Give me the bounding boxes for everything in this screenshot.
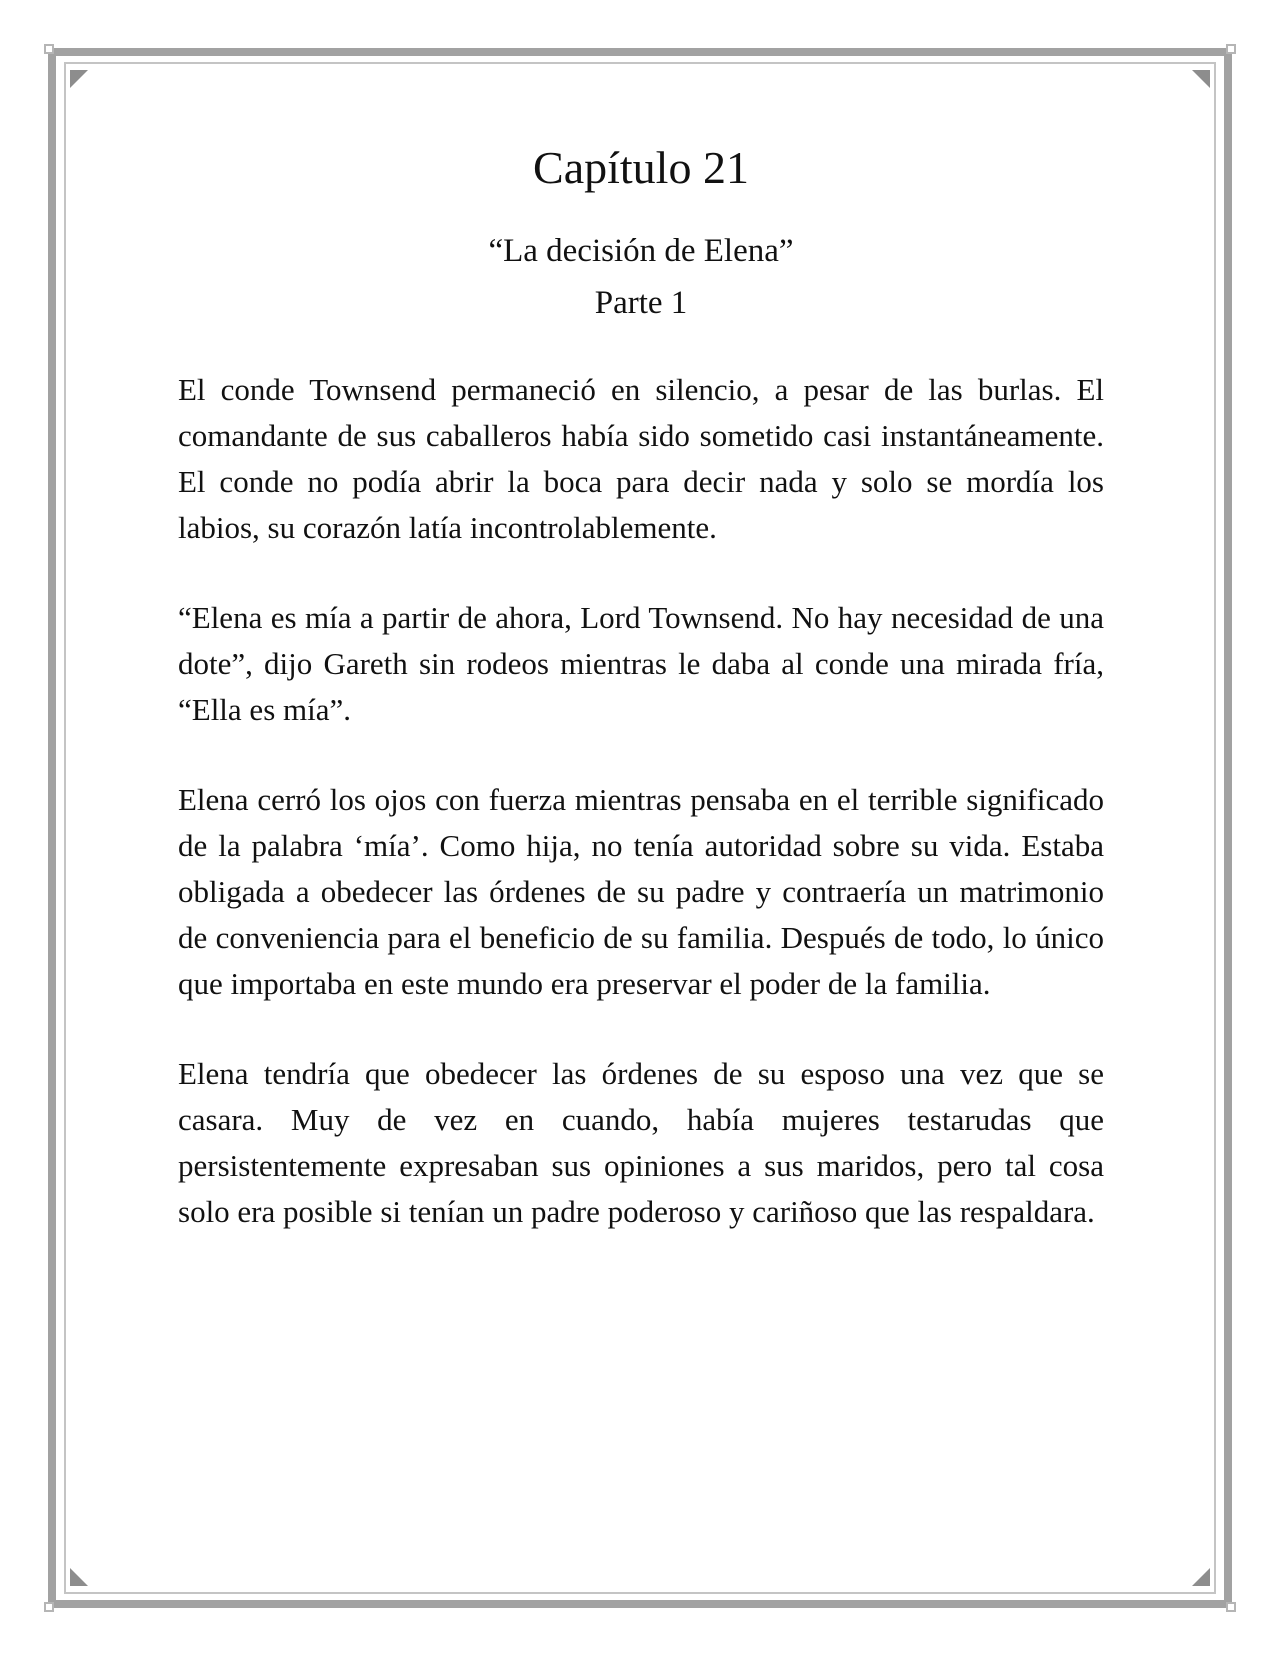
- paragraph: Elena tendría que obedecer las órdenes de su esposo una vez que se casara. Muy de vez en cuando, había mujeres testarudas que persistentemente expresaban sus opiniones a sus maridos, pero tal cosa solo era posible si tenían un padre poderoso y cariñoso que las respaldara.: [178, 1056, 1104, 1230]
- paragraph: Elena cerró los ojos con fuerza mientras pensaba en el terrible significado de la palabra ‘mía’. Como hija, no tenía autoridad sobre su vida. Estaba obligada a obedecer las órdenes de su padre y contraería un matrimonio de conveniencia para el beneficio de su familia. Después de todo, lo único que importaba en este mundo era preservar el poder de la familia.: [178, 782, 1104, 1002]
- corner-ornament-bottom-left: [44, 1602, 54, 1612]
- corner-ornament-top-right: [1226, 44, 1236, 54]
- chapter-part: Parte 1: [594, 285, 688, 322]
- paragraph: El conde Townsend permaneció en silencio, a pesar de las burlas. El comandante de sus caballeros había sido sometido casi instantáneamente. El conde no podía abrir la boca para decir nada y solo se mordía los labios, su corazón latía incontrolablemente.: [178, 372, 1104, 546]
- chapter-title: Capítulo 21: [533, 142, 749, 193]
- corner-triangle-bottom-right: [1192, 1568, 1210, 1586]
- corner-ornament-top-left: [44, 44, 54, 54]
- corner-ornament-bottom-right: [1226, 1602, 1236, 1612]
- page-content: [178, 140, 1104, 1279]
- corner-triangle-top-left: [70, 70, 88, 88]
- paragraph: “Elena es mía a partir de ahora, Lord Townsend. No hay necesidad de una dote”, dijo Gareth sin rodeos mientras le daba al conde una mirada fría, “Ella es mía”.: [178, 600, 1104, 728]
- corner-triangle-top-right: [1192, 70, 1210, 88]
- chapter-subtitle: “La decisión de Elena”: [488, 233, 794, 270]
- corner-triangle-bottom-left: [70, 1568, 88, 1586]
